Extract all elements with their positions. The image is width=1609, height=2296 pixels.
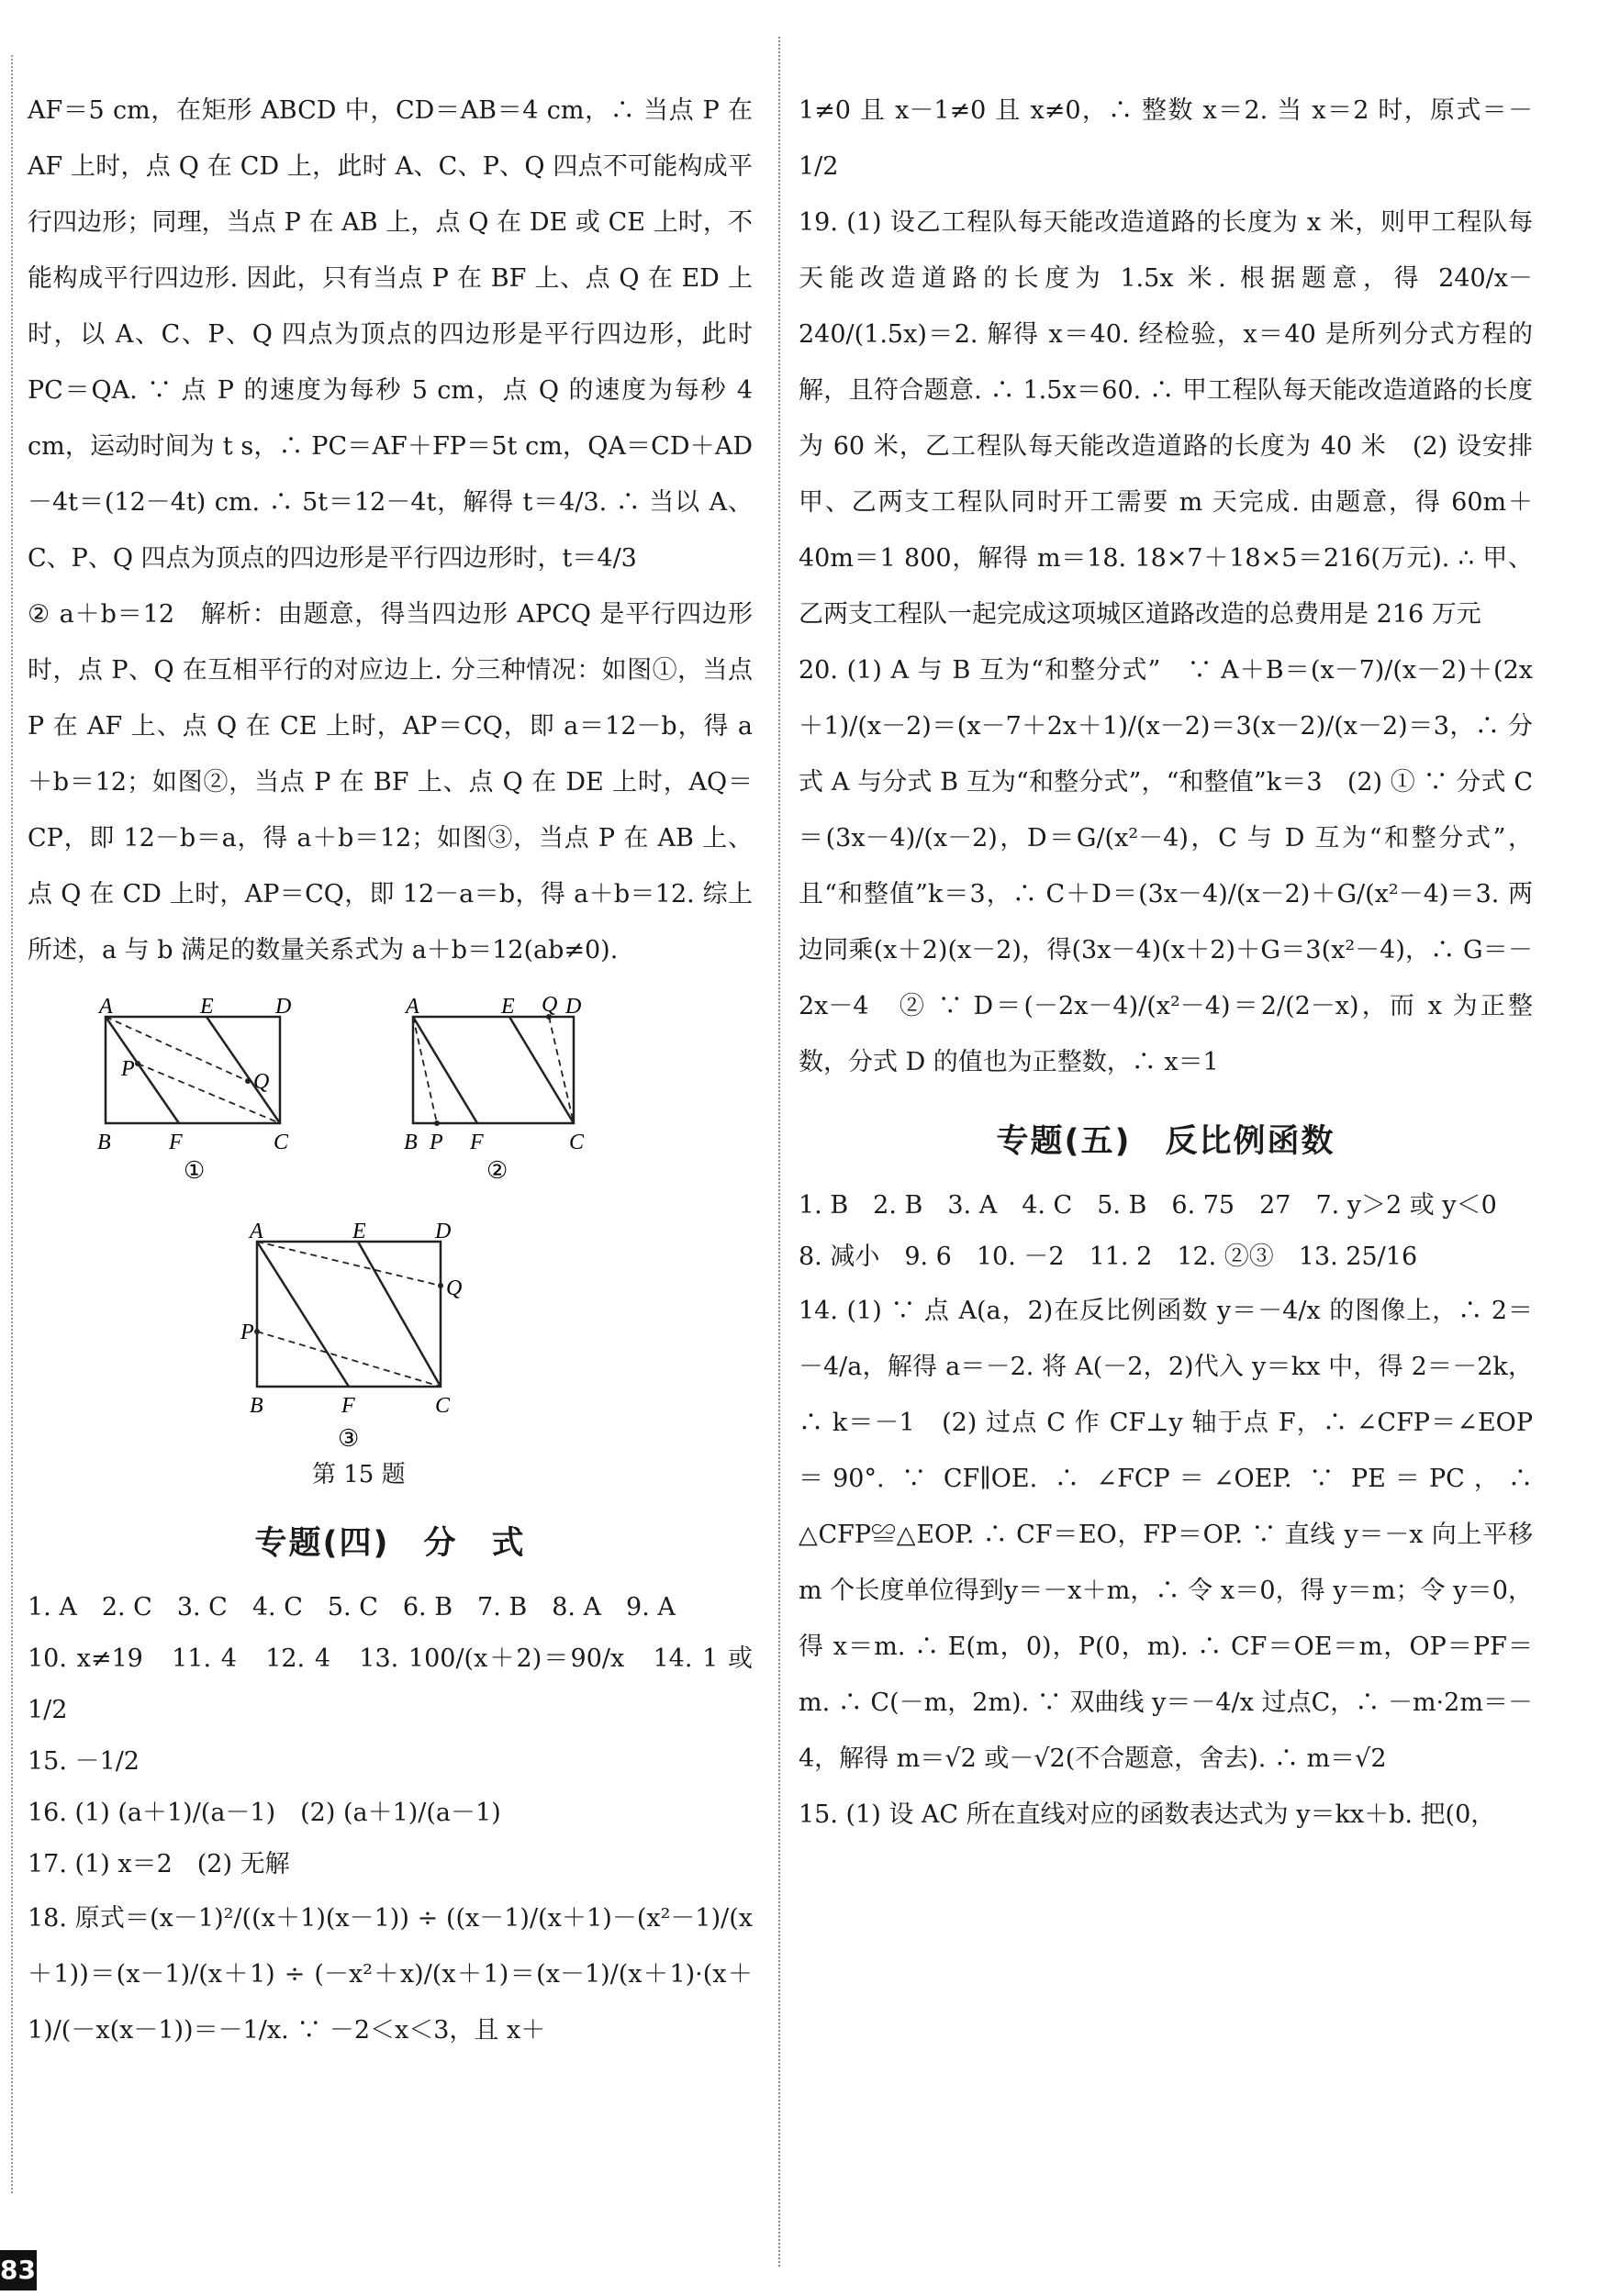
fig3-number: ③ (338, 1425, 360, 1451)
fig2-label-f: F (470, 1131, 484, 1154)
answers-5-row2: 8. 减小 9. 6 10. －2 11. 2 12. ②③ 13. 25/16 (799, 1243, 1418, 1271)
fig1-label-c: C (274, 1131, 289, 1154)
page-number: 83 (0, 2250, 37, 2290)
fig3-label-f: F (341, 1394, 355, 1418)
fig3-label-q: Q (446, 1276, 463, 1300)
figure-2-svg (402, 997, 622, 1180)
fig3-label-p: P (240, 1321, 254, 1344)
answers-4-row1: 1. A 2. C 3. C 4. C 5. C 6. B 7. B 8. A 9. A (28, 1593, 676, 1622)
fig1-label-f: F (169, 1131, 183, 1154)
fig2-number: ② (486, 1157, 508, 1180)
fig2-label-b: B (404, 1131, 418, 1154)
fig3-label-c: C (435, 1394, 451, 1418)
fig1-label-b: B (97, 1131, 111, 1154)
figure-1 (92, 997, 312, 1184)
solution-19: 19. (1) 设乙工程队每天能改造道路的长度为 x 米，则甲工程队每天能改造道路的长度为 1.5x 米. 根据题意，得 240/x－240/(1.5x)＝2. 解得 x＝40. 经检验，x＝40 是所列分式方程的解，且符合题意. ∴ 1.5x＝60. ∴ 甲工程队每天能改造道路的长度为 60 米，乙工程队每天能改造道路的长度为 40 米 (2) 设安排甲、乙两支工程队同时开工需要 m 天完成. 由题意，得 60m＋40m＝1 800，解得 m＝18. 18×7＋18×5＝216(万元). ∴ 甲、乙两支工程队一起完成这项城区道路改造的总费用是 216 万元 (799, 208, 1533, 629)
section-4-title: 专题(四) 分 式 (254, 1525, 526, 1562)
fig2-label-e: E (501, 997, 515, 1019)
left-margin-rule (11, 55, 13, 2193)
answers-4-row5: 17. (1) x＝2 (2) 无解 (28, 1850, 290, 1878)
figure-caption: 第 15 题 (312, 1461, 406, 1488)
figure-3-svg (239, 1221, 477, 1451)
figures-15 (28, 978, 753, 1492)
figure-3 (239, 1221, 477, 1455)
solution-20: 20. (1) A 与 B 互为“和整分式” ∵ A＋B＝(x－7)/(x－2)＋(2x＋1)/(x－2)＝(x－7＋2x＋1)/(x－2)＝3(x－2)/(x－2)＝3，∴ 分式 A 与分式 B 互为“和整分式”，“和整值”k＝3 (2) ① ∵ 分式 C＝(3x－4)/(x－2)，D＝G/(x²－4)，C 与 D 互为“和整分式”，且“和整值”k＝3，∴ C＋D＝(3x－4)/(x－2)＋G/(x²－4)＝3. 两边同乘(x＋2)(x－2)，得(3x－4)(x＋2)＋G＝3(x²－4)，∴ G＝－2x－4 ② ∵ D＝(－2x－4)/(x²－4)＝2/(2－x)，而 x 为正整数，分式 D 的值也为正整数，∴ x＝1 (799, 656, 1533, 1076)
fig2-label-p: P (430, 1131, 443, 1154)
solution-18-continued: 1≠0 且 x－1≠0 且 x≠0，∴ 整数 x＝2. 当 x＝2 时，原式＝－1/2 (799, 96, 1533, 181)
fig2-label-a: A (406, 997, 419, 1019)
fig3-label-a: A (250, 1221, 263, 1243)
section-5-title: 专题(五) 反比例函数 (996, 1123, 1335, 1160)
fig1-label-d: D (275, 997, 292, 1019)
solution-18: 18. 原式＝(x－1)²/((x＋1)(x－1)) ÷ ((x－1)/(x＋1)－(x²－1)/(x＋1))＝(x－1)/(x＋1) ÷ (－x²＋x)/(x＋1)＝(x－1)/(x＋1)·(x＋1)/(－x(x－1))＝－1/x. ∵ －2＜x＜3，且 x＋ (28, 1904, 753, 2045)
fig2-label-c: C (569, 1131, 585, 1154)
answers-5-row1: 1. B 2. B 3. A 4. C 5. B 6. 75 27 7. y＞2 或 y＜0 (799, 1191, 1497, 1220)
column-divider (778, 37, 780, 2267)
figure-1-svg (92, 997, 312, 1180)
fig2-label-q: Q (542, 997, 558, 1017)
fig1-label-e: E (200, 997, 214, 1019)
solution-14: 14. (1) ∵ 点 A(a，2)在反比例函数 y＝－4/x 的图像上，∴ 2＝－4/a，解得 a＝－2. 将 A(－2，2)代入 y＝kx 中，得 2＝－2k，∴ k＝－1 (2) 过点 C 作 CF⊥y 轴于点 F，∴ ∠CFP＝∠EOP＝90°. ∵ CF∥OE. ∴ ∠FCP＝∠OEP. ∵ PE＝PC，∴ △CFP≌△EOP. ∴ CF＝EO，FP＝OP. ∵ 直线 y＝－x 向上平移m 个长度单位得到y＝－x＋m，∴ 令 x＝0，得 y＝m；令 y＝0，得 x＝m. ∴ E(m，0)，P(0，m). ∴ CF＝OE＝m，OP＝PF＝m. ∴ C(－m，2m). ∵ 双曲线 y＝－4/x 过点C，∴ －m·2m＝－4，解得 m＝√2 或－√2(不合题意，舍去). ∴ m＝√2 (799, 1297, 1533, 1773)
solution-15-start: 15. (1) 设 AC 所在直线对应的函数表达式为 y＝kx＋b. 把(0， (799, 1800, 1496, 1829)
answers-4-row3: 15. －1/2 (28, 1747, 140, 1776)
fig2-label-d: D (565, 997, 582, 1019)
right-column (799, 83, 1533, 1843)
figure-2 (402, 997, 622, 1184)
fig1-label-a: A (99, 997, 113, 1019)
answers-4-row4: 16. (1) (a＋1)/(a－1) (2) (a＋1)/(a－1) (28, 1799, 501, 1827)
left-column (28, 83, 753, 2058)
answers-4-row2: 10. x≠19 11. 4 12. 4 13. 100/(x＋2)＝90/x 14. 1 或 1/2 (28, 1644, 753, 1724)
fig1-number: ① (184, 1157, 206, 1180)
fig3-label-d: D (435, 1221, 452, 1243)
fig3-label-e: E (352, 1221, 366, 1243)
fig1-label-q: Q (253, 1070, 270, 1094)
fig3-label-b: B (250, 1394, 263, 1418)
solution-15-part2: ② a＋b＝12 解析：由题意，得当四边形 APCQ 是平行四边形时，点 P、Q 在互相平行的对应边上. 分三种情况：如图①，当点 P 在 AF 上、点 Q 在 CE 上时，AP＝CQ，即 a＝12－b，得 a＋b＝12；如图②，当点 P 在 BF 上、点 Q 在 DE 上时，AQ＝CP，即 12－b＝a，得 a＋b＝12；如图③，当点 P 在 AB 上、点 Q 在 CD 上时，AP＝CQ，即 12－a＝b，得 a＋b＝12. 综上所述，a 与 b 满足的数量关系式为 a＋b＝12(ab≠0). (28, 600, 753, 964)
solution-15-part1: AF＝5 cm，在矩形 ABCD 中，CD＝AB＝4 cm，∴ 当点 P 在 AF 上时，点 Q 在 CD 上，此时 A、C、P、Q 四点不可能构成平行四边形；同理，当点 P 在 AB 上，点 Q 在 DE 或 CE 上时，不能构成平行四边形. 因此，只有当点 P 在 BF 上、点 Q 在 ED 上时，以 A、C、P、Q 四点为顶点的四边形是平行四边形，此时 PC＝QA. ∵ 点 P 的速度为每秒 5 cm，点 Q 的速度为每秒 4 cm，运动时间为 t s，∴ PC＝AF＋FP＝5t cm，QA＝CD＋AD－4t＝(12－4t) cm. ∴ 5t＝12－4t，解得 t＝4/3. ∴ 当以 A、C、P、Q 四点为顶点的四边形是平行四边形时，t＝4/3 (28, 96, 753, 573)
fig1-label-p: P (121, 1057, 135, 1081)
